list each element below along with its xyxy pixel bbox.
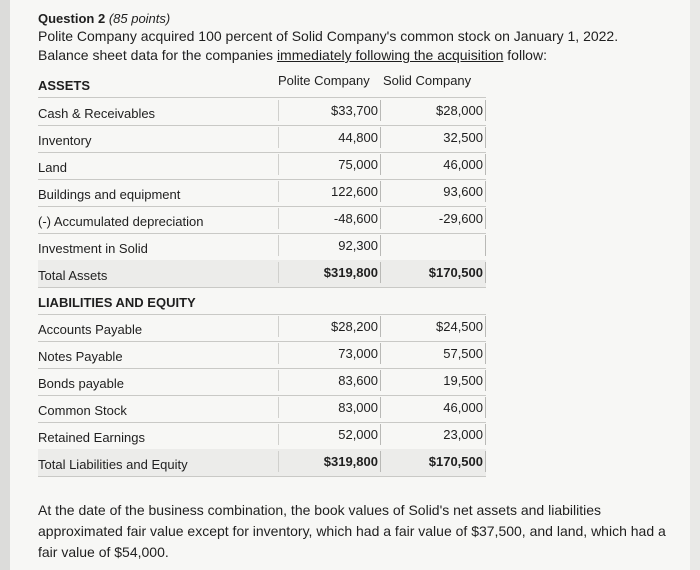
table-row: Inventory 44,800 32,500 — [38, 125, 486, 153]
underlined-phrase: immediately following the acquisition — [276, 47, 504, 63]
liabilities-heading-row — [38, 287, 486, 315]
table-row: Investment in Solid 92,300 — [38, 233, 486, 261]
table-row: Common Stock 83,000 46,000 — [38, 395, 486, 423]
table-row: Bonds payable 83,600 19,500 — [38, 368, 486, 396]
intro-line-1: Polite Company acquired 100 percent of Solid Company's common stock on January 1, 2022. — [38, 28, 619, 44]
table-row: Retained Earnings 52,000 23,000 — [38, 422, 486, 450]
table-row-total-assets: Total Assets $319,800 $170,500 — [38, 260, 486, 288]
table-row-total-liabilities: Total Liabilities and Equity $319,800 $170,500 — [38, 449, 486, 477]
assets-heading: ASSETS — [38, 78, 91, 93]
fair-value-note: At the date of the business combination, the book values of Solid's net assets and liabilities approximated fair value except for inventory, which had a fair value of $37,500, and land, which had a fair value of $54,000. — [38, 502, 666, 560]
column-header-polite: Polite Company — [278, 73, 370, 88]
question-points: (85 points) — [108, 11, 171, 26]
table-row: Land 75,000 46,000 — [38, 152, 486, 180]
table-row: (-) Accumulated depreciation -48,600 -29,600 — [38, 206, 486, 234]
intro-line-2: Balance sheet data for the companies immediately following the acquisition follow: — [38, 47, 547, 63]
table-row: Notes Payable 73,000 57,500 — [38, 341, 486, 369]
question-number: Question 2 — [38, 11, 106, 26]
column-header-solid: Solid Company — [383, 73, 472, 88]
table-row: Buildings and equipment 122,600 93,600 — [38, 179, 486, 207]
table-row: Cash & Receivables $33,700 $28,000 — [38, 98, 486, 126]
table-header-row — [38, 70, 486, 98]
left-margin-strip — [0, 0, 10, 570]
question-title — [38, 11, 170, 26]
table-row: Accounts Payable $28,200 $24,500 — [38, 314, 486, 342]
liabilities-heading: LIABILITIES AND EQUITY — [38, 295, 196, 310]
